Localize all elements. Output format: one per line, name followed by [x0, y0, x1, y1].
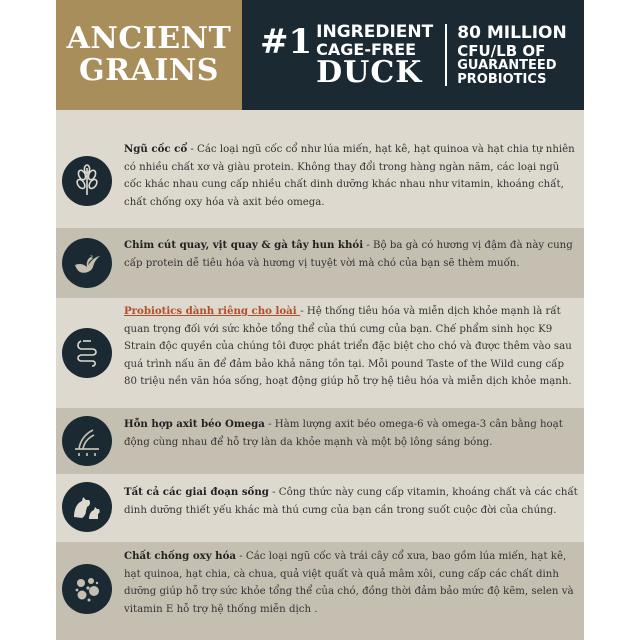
feature-title: Hỗn hợp axit béo Omega: [124, 418, 265, 430]
antioxidant-icon: [62, 564, 112, 614]
feature-title: Chất chống oxy hóa: [124, 550, 236, 562]
digestive-icon: [62, 328, 112, 378]
header-divider: [445, 24, 447, 86]
probiotics-link[interactable]: Probiotics dành riêng cho loài: [124, 305, 301, 317]
probio-line-3: GUARANTEED: [457, 57, 557, 73]
feature-body: - Hệ thống tiêu hóa và miễn dịch khỏe mạnh là rất quan trọng đối với sức khỏe tổng thể của thú cưng của bạn. Chế phẩm sinh học K9 Strain độc quyền của chúng tôi được phát triển đặc biệt cho chó và được thêm vào sau quá trình nấu ăn để đảm bảo khả năng tồn tại. Mỗi pound Taste of the Wild cung cấp 80 triệu nền văn hóa sống, hoạt động giúp hỗ trợ hệ tiêu hóa và miễn dịch khỏe mạnh.: [124, 306, 572, 388]
feature-text: [124, 303, 578, 391]
duck-probiotics-badge: [242, 0, 584, 110]
feature-title: Tất cả các giai đoạn sống: [124, 486, 269, 498]
ancient-grains-badge: [56, 0, 242, 110]
skin-coat-icon: [62, 416, 112, 466]
badge-line-2: GRAINS: [79, 53, 219, 88]
feature-text: [124, 548, 578, 618]
feature-body: - Các loại ngũ cốc và trái cây cổ xưa, bao gồm lúa miến, hạt kê, hạt quinoa, hạt chia, cà chua, quả việt quất và quả mâm xôi, cung cấp các chất dinh dưỡng giúp hỗ trợ sức khỏe tổng thể của chó, đồng thời đảm bảo mức độ kẽm, selen và vitamin E hỗ trợ hệ thống miễn dịch .: [124, 551, 574, 615]
feature-row: [56, 298, 584, 408]
probio-line-4: PROBIOTICS: [457, 71, 547, 87]
header-banner: [56, 0, 584, 110]
feature-text: [124, 484, 578, 519]
feature-title: Chim cút quay, vịt quay & gà tây hun khói: [124, 239, 364, 251]
feature-body: - Bộ ba gà có hương vị đậm đà này cung cấp protein dễ tiêu hóa và hương vị tuyệt vời mà chó của bạn sẽ thèm muốn.: [124, 240, 573, 269]
duck-label: DUCK: [316, 54, 423, 90]
ingredient-label: INGREDIENT: [316, 21, 434, 42]
grain-icon: [62, 156, 112, 206]
duck-icon: [62, 238, 112, 288]
feature-row: [56, 228, 584, 298]
cage-free-label: CAGE-FREE: [316, 39, 417, 59]
feature-row: [56, 110, 584, 228]
feature-row: [56, 408, 584, 474]
product-info-panel: [56, 0, 584, 640]
dog-puppy-icon: [62, 482, 112, 532]
feature-text: [124, 237, 578, 272]
probio-line-2: CFU/LB OF: [457, 41, 546, 60]
feature-text: [124, 416, 578, 451]
feature-body: - Hàm lượng axit béo omega-6 và omega-3 cân bằng hoạt động cùng nhau để hỗ trợ làn da khỏe mạnh và một bộ lông sáng bóng.: [124, 419, 563, 448]
rank-number: #1: [260, 22, 313, 62]
feature-title: Ngũ cốc cổ: [124, 143, 188, 155]
probio-line-1: 80 MILLION: [457, 22, 567, 43]
badge-line-1: ANCIENT: [66, 21, 232, 56]
probiotics-block: [457, 24, 567, 87]
feature-text: [124, 141, 578, 211]
feature-row: [56, 474, 584, 542]
feature-body: - Công thức này cung cấp vitamin, khoáng chất và các chất dinh dưỡng thiết yếu khác mà thú cưng của bạn cần trong suốt cuộc đời của chúng.: [124, 487, 578, 516]
feature-row: [56, 542, 584, 640]
feature-body: - Các loại ngũ cốc cổ như lúa miến, hạt kê, hạt quinoa và hạt chia tự nhiên có nhiều chất xơ và giàu protein. Không thay đổi trong hàng ngàn năm, các loại ngũ cốc khác nhau cung cấp nhiều chất dinh dưỡng khác nhau như vitamin, khoáng chất, chất chống oxy hóa và axit béo omega.: [124, 144, 575, 208]
ingredient-block: [316, 23, 433, 88]
